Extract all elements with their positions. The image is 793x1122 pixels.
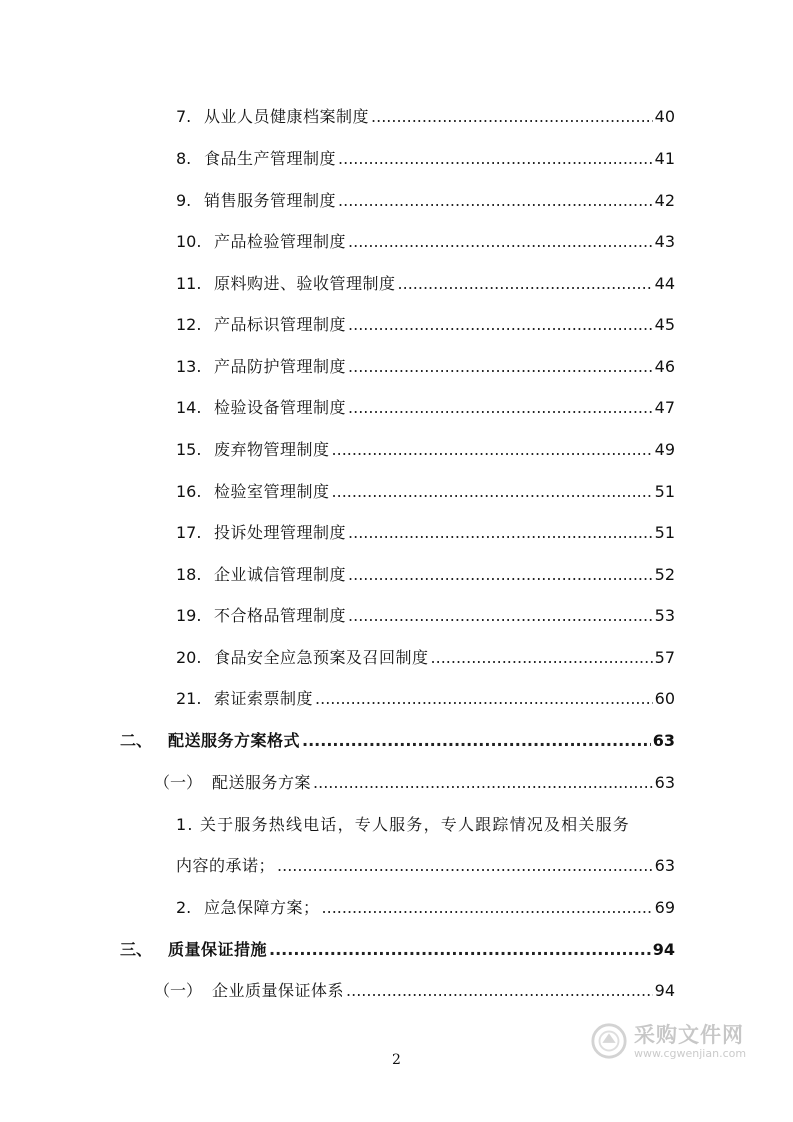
watermark bbox=[590, 1022, 746, 1060]
toc-entry[interactable] bbox=[176, 563, 675, 587]
toc-entry-number: 14. bbox=[176, 398, 202, 417]
toc-entry-number: 三、 bbox=[120, 940, 153, 959]
toc-entry[interactable] bbox=[176, 521, 675, 545]
toc-entry-page: 42 bbox=[654, 191, 675, 210]
toc-leader-dots bbox=[277, 854, 653, 878]
toc-entry-page: 40 bbox=[654, 107, 675, 126]
toc-leader-dots bbox=[431, 646, 653, 670]
toc-entry-page: 63 bbox=[654, 773, 675, 792]
toc-entry-title: 产品检验管理制度 bbox=[214, 232, 347, 251]
toc-leader-dots bbox=[348, 355, 653, 379]
toc-entry-page: 63 bbox=[654, 856, 675, 875]
toc-entry-title: 产品防护管理制度 bbox=[214, 357, 347, 376]
toc-entry-page: 60 bbox=[654, 689, 675, 708]
toc-leader-dots bbox=[322, 896, 653, 920]
toc-leader-dots bbox=[346, 979, 653, 1003]
toc-entry[interactable] bbox=[176, 230, 675, 254]
toc-subsection[interactable] bbox=[154, 771, 675, 795]
toc-entry[interactable] bbox=[176, 313, 675, 337]
toc-entry-number: 8. bbox=[176, 149, 192, 168]
toc-entry-number: 1. bbox=[176, 815, 194, 834]
toc-entry-number: 18. bbox=[176, 565, 202, 584]
toc-entry-page: 46 bbox=[654, 357, 675, 376]
toc-leader-dots bbox=[338, 189, 653, 213]
toc-entry[interactable] bbox=[176, 272, 675, 296]
watermark-url: www.cgwenjian.com bbox=[634, 1046, 747, 1060]
toc-leader-dots bbox=[332, 480, 653, 504]
toc-entry-title: 关于服务热线电话，专人服务，专人跟踪情况及相关服务 bbox=[199, 815, 630, 834]
toc-entry-page: 44 bbox=[654, 274, 675, 293]
toc-leader-dots bbox=[348, 521, 653, 545]
toc-entry[interactable] bbox=[176, 646, 675, 670]
toc-leader-dots bbox=[348, 230, 653, 254]
toc-entry-number: 20. bbox=[176, 648, 202, 667]
toc-entry-number: 16. bbox=[176, 482, 202, 501]
toc-entry-page: 94 bbox=[652, 940, 675, 959]
toc-entry-page: 51 bbox=[654, 482, 675, 501]
toc-entry-page: 41 bbox=[654, 149, 675, 168]
toc-entry-title: 质量保证措施 bbox=[168, 940, 268, 959]
toc-entry-page: 53 bbox=[654, 606, 675, 625]
toc-entry-page: 47 bbox=[654, 398, 675, 417]
toc-entry-title: 企业诚信管理制度 bbox=[214, 565, 347, 584]
toc-entry-number: 15. bbox=[176, 440, 202, 459]
toc-entry-title: 检验设备管理制度 bbox=[214, 398, 347, 417]
toc-entry[interactable] bbox=[176, 189, 675, 213]
toc-leader-dots bbox=[313, 771, 653, 795]
toc-leader-dots bbox=[332, 438, 653, 462]
toc-section-heading[interactable] bbox=[120, 938, 675, 962]
toc-leader-dots bbox=[348, 604, 653, 628]
toc-section-heading[interactable] bbox=[120, 729, 675, 753]
toc-entry-page: 51 bbox=[654, 523, 675, 542]
toc-leader-dots bbox=[302, 729, 651, 753]
toc-entry[interactable] bbox=[176, 854, 675, 878]
toc-entry-title: 应急保障方案； bbox=[204, 898, 320, 917]
toc-entry-number: 9. bbox=[176, 191, 192, 210]
toc-entry-page: 69 bbox=[654, 898, 675, 917]
toc-entry-page: 94 bbox=[654, 981, 675, 1000]
toc-entry-title: 销售服务管理制度 bbox=[204, 191, 337, 210]
toc-entry-title: 食品安全应急预案及召回制度 bbox=[214, 648, 429, 667]
toc-entry-number: （一） bbox=[154, 773, 203, 792]
toc-leader-dots bbox=[348, 313, 653, 337]
toc-entry-number: 21. bbox=[176, 689, 202, 708]
toc-entry-number: 13. bbox=[176, 357, 202, 376]
toc-entry-page: 52 bbox=[654, 565, 675, 584]
toc-entry-number: （一） bbox=[154, 981, 203, 1000]
toc-entry-number: 17. bbox=[176, 523, 202, 542]
toc-entry-title: 废弃物管理制度 bbox=[214, 440, 330, 459]
toc-entry-title: 不合格品管理制度 bbox=[214, 606, 347, 625]
toc-entry[interactable] bbox=[176, 355, 675, 379]
toc-leader-dots bbox=[398, 272, 653, 296]
page-number: 2 bbox=[392, 1052, 401, 1068]
toc-leader-dots bbox=[269, 938, 651, 962]
toc-entry-title-continued: 内容的承诺； bbox=[176, 856, 276, 875]
toc-entry-number: 二、 bbox=[120, 731, 153, 750]
toc-entry-title: 配送服务方案格式 bbox=[168, 731, 301, 750]
toc-leader-dots bbox=[348, 563, 653, 587]
toc-entry-page: 43 bbox=[654, 232, 675, 251]
toc-entry-page: 49 bbox=[654, 440, 675, 459]
toc-entry-title: 投诉处理管理制度 bbox=[214, 523, 347, 542]
toc-entry[interactable] bbox=[176, 105, 675, 129]
toc-entry-page: 57 bbox=[654, 648, 675, 667]
toc-entry-number: 19. bbox=[176, 606, 202, 625]
toc-entry-title: 检验室管理制度 bbox=[214, 482, 330, 501]
toc-entry[interactable] bbox=[176, 147, 675, 171]
toc-entry-title: 原料购进、验收管理制度 bbox=[214, 274, 396, 293]
toc-leader-dots bbox=[315, 687, 653, 711]
toc-entry[interactable] bbox=[176, 896, 675, 920]
toc-entry-number: 2. bbox=[176, 898, 192, 917]
watermark-title: 采购文件网 bbox=[634, 1022, 744, 1047]
toc-entry-number: 11. bbox=[176, 274, 202, 293]
watermark-logo-icon bbox=[590, 1022, 628, 1060]
toc-leader-dots bbox=[371, 105, 653, 129]
toc-leader-dots bbox=[348, 396, 653, 420]
toc-entry-number: 7. bbox=[176, 107, 192, 126]
toc-entry[interactable] bbox=[176, 396, 675, 420]
toc-entry-title: 索证索票制度 bbox=[214, 689, 314, 708]
toc-entry-title: 食品生产管理制度 bbox=[204, 149, 337, 168]
toc-entry-title: 配送服务方案 bbox=[212, 773, 312, 792]
toc-entry-title: 从业人员健康档案制度 bbox=[204, 107, 370, 126]
toc-entry-number: 12. bbox=[176, 315, 202, 334]
toc-entry-number: 10. bbox=[176, 232, 202, 251]
toc-entry[interactable] bbox=[176, 604, 675, 628]
toc-leader-dots bbox=[338, 147, 653, 171]
toc-entry[interactable] bbox=[176, 438, 675, 462]
toc-entry-title: 产品标识管理制度 bbox=[214, 315, 347, 334]
toc-entry-page: 63 bbox=[652, 731, 675, 750]
toc-entry[interactable] bbox=[176, 687, 675, 711]
toc-entry[interactable] bbox=[176, 480, 675, 504]
toc-entry-title: 企业质量保证体系 bbox=[212, 981, 345, 1000]
toc-entry-page: 45 bbox=[654, 315, 675, 334]
toc-subsection[interactable] bbox=[154, 979, 675, 1003]
toc-entry-wrapped-line[interactable] bbox=[176, 813, 630, 837]
